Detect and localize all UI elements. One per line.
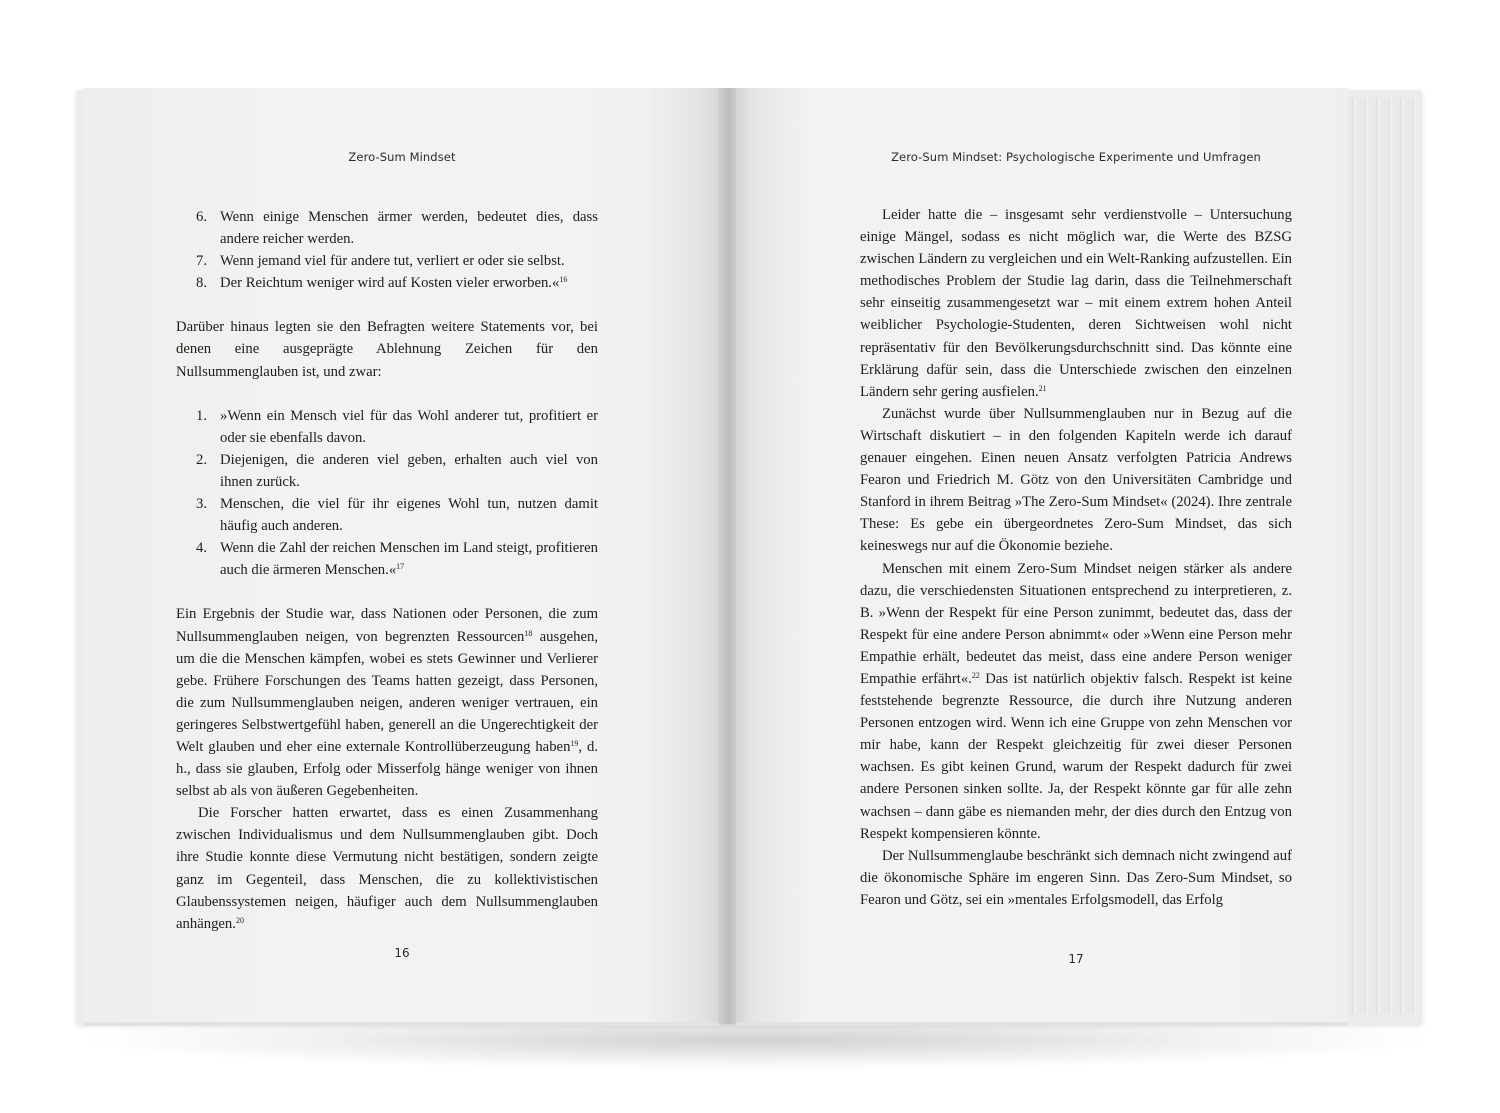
list-item [176, 405, 598, 449]
paragraph [860, 558, 1292, 845]
paragraph: Darüber hinaus legten sie den Befragten weitere Statements vor, bei denen eine ausgeprägte Ablehnung Zeichen für den Nullsummenglauben ist, und zwar: [176, 319, 598, 380]
paragraph [176, 802, 598, 935]
left-page-body [176, 206, 598, 935]
page-number-left: 16 [394, 946, 410, 960]
right-page [736, 88, 1348, 1026]
list-number: 1. [196, 407, 208, 424]
list-number: 6. [196, 209, 208, 225]
paragraph [176, 603, 598, 802]
paragraph-text: , d. h., dass sie glauben, Erfolg oder Misserfolg hänge weniger von ihnen selbst ab als von äußeren Gegebenheiten. [176, 738, 599, 800]
paragraph: Der Nullsummenglaube beschränkt sich demnach nicht zwingend auf die ökonomische Sphäre im engeren Sinn. Das Zero-Sum Mindset, so Fearon und Götz, sei ein »mentales Erfolgsmodell, das Erfolg [860, 847, 1292, 908]
statement-list-continued [176, 206, 598, 294]
list-item [176, 537, 598, 581]
footnote-ref[interactable]: 16 [559, 275, 568, 285]
statement-list [176, 405, 598, 582]
list-text: »Wenn ein Mensch viel für das Wohl anderer tut, profitiert er oder sie ebenfalls davon. [220, 407, 598, 446]
list-number: 7. [196, 253, 208, 270]
list-number: 2. [196, 451, 208, 468]
footnote-ref[interactable]: 19 [570, 738, 579, 748]
page-number-right: 17 [1068, 952, 1084, 966]
right-page-body [860, 204, 1292, 911]
footnote-ref[interactable]: 22 [971, 670, 980, 680]
list-number: 4. [196, 540, 208, 557]
list-text: Menschen, die viel für ihr eigenes Wohl tun, nutzen damit häufig auch anderen. [220, 496, 598, 535]
list-text: Wenn jemand viel für andere tut, verliert er oder sie selbst. [220, 253, 565, 270]
footnote-ref[interactable]: 18 [524, 628, 533, 638]
list-item [176, 250, 598, 272]
paragraph-text: ausgehen, um die die Menschen kämpfen, wobei es stets Gewinner und Verlierer gebe. Frühere Forschungen des Teams hatten gezeigt, dass Personen, die zum Nullsummenglauben neigen, anderen weniger vertrauen, ein geringeres Selbstwertgefühl haben, generell an die Ungerechtigkeit der Welt glauben und eher eine externale Kontrollüberzeugung haben [176, 628, 598, 755]
footnote-ref[interactable]: 17 [396, 562, 405, 572]
paragraph-text: Die Forscher hatten erwartet, dass es einen Zusammenhang zwischen Individualismus und dem Nullsummenglauben gibt. Doch ihre Studie konnte diese Vermutung nicht bestätigen, sondern zeigte ganz im Gegenteil, dass Menschen, die zu kollektivistischen Glaubenssystemen neigen, häufiger auch dem Nullsummenglauben anhängen. [176, 805, 598, 932]
running-header-right: Zero-Sum Mindset: Psychologische Experimente und Umfragen [891, 150, 1261, 164]
page-edges [1346, 98, 1417, 1014]
list-number: 8. [196, 275, 208, 292]
paragraph [860, 204, 1292, 403]
list-number: 3. [196, 496, 208, 513]
paragraph-text: Menschen mit einem Zero-Sum Mindset neigen stärker als andere dazu, die verschiedensten Situationen entsprechend zu interpretieren, z. B. »Wenn der Respekt für eine Person zunimmt, bedeutet das, dass der Respekt für eine andere Person abnimmt« oder »Wenn eine Person mehr Empathie erhält, bedeutet das meist, dass eine andere Person weniger Empathie erfährt«. [860, 560, 1292, 687]
list-item [176, 206, 598, 250]
footnote-ref[interactable]: 20 [235, 915, 244, 925]
paragraph-text: Leider hatte die – insgesamt sehr verdienstvolle – Untersuchung einige Mängel, sodass es nicht möglich war, die Werte des BZSG zwischen Ländern zu vergleichen und ein Welt-Ranking aufzustellen. Ein methodisches Problem der Studie lag darin, dass die Teilnehmerschaft sehr einseitig zusammengesetzt war – mit einem extrem hohen Anteil weiblicher Psychologie-Studenten, deren Sichtweisen wohl nicht repräsentativ für den Bevölkerungsdurchschnitt sind. Das könnte eine Erklärung dafür sein, dass die Unterschiede zwischen den einzelnen Ländern sehr gering ausfielen. [860, 207, 1292, 400]
list-item [176, 272, 598, 294]
footnote-ref[interactable]: 21 [1038, 383, 1047, 393]
list-item [176, 493, 598, 537]
left-page [84, 88, 720, 1026]
paragraph: Zunächst wurde über Nullsummenglauben nur in Bezug auf die Wirtschaft diskutiert – in den folgenden Kapiteln werde ich darauf genauer eingehen. Einen neuen Ansatz verfolgten Patricia Andrews Fearon und Friedrich M. Götz von den Universitäten Cambridge und Stanford in ihrem Beitrag »The Zero-Sum Mindset« (2024). Ihre zentrale These: Es gebe ein übergeordnetes Zero-Sum Mindset, das sich keineswegs nur auf die Ökonomie beziehe. [860, 405, 1292, 555]
paragraph-text: Ein Ergebnis der Studie war, dass Nationen oder Personen, die zum Nullsummenglauben neigen, von begrenzten Ressourcen [176, 606, 598, 645]
list-text: Wenn die Zahl der reichen Menschen im Land steigt, profitieren auch die ärmeren Menschen.« [220, 540, 598, 579]
list-item [176, 449, 598, 493]
running-header-left: Zero-Sum Mindset [348, 150, 456, 164]
paragraph-text: Das ist natürlich objektiv falsch. Respekt ist keine feststehende begrenzte Ressource, die durch ihre Nutzung anderen Personen entzogen wird. Wenn ich eine Gruppe von zehn Menschen vor mir habe, kann der Respekt gleichzeitig für zwei dieser Personen wachsen. Es gibt keinen Grund, warum der Respekt dadurch für zwei andere Personen sinken sollte. Ja, der Respekt könnte gar für alle zehn wachsen – dann gäbe es niemanden mehr, der dies durch den Entzug von Respekt kompensieren könnte. [860, 670, 1292, 842]
list-text: Diejenigen, die anderen viel geben, erhalten auch viel von ihnen zurück. [220, 451, 598, 490]
book-gutter [718, 88, 738, 1024]
list-text: Der Reichtum weniger wird auf Kosten vieler erworben.« [220, 275, 560, 292]
list-text: Wenn einige Menschen ärmer werden, bedeutet dies, dass andere reicher werden. [220, 209, 598, 248]
